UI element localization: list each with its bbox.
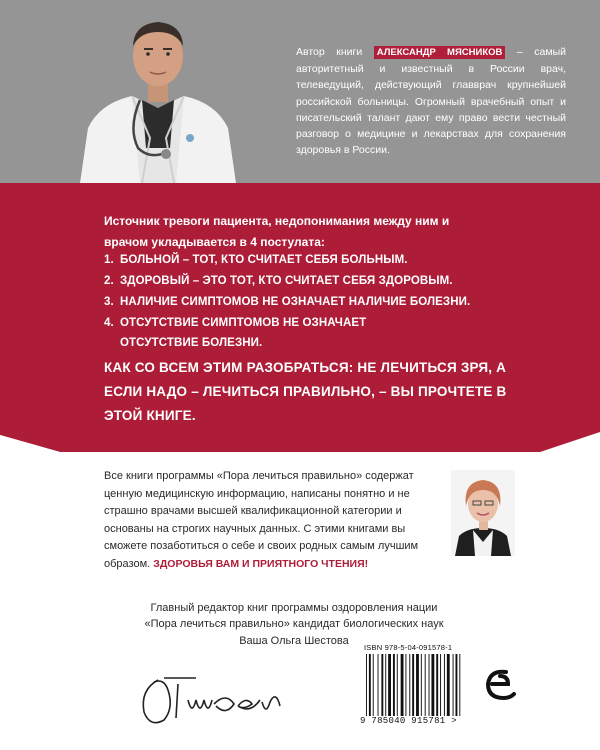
barcode-bar — [456, 654, 458, 716]
barcode-bar — [388, 654, 391, 716]
isbn-label: ISBN 978-5-04-091578-1 — [364, 643, 453, 652]
barcode-bar — [453, 654, 454, 716]
postulate-number: 3. — [104, 296, 114, 308]
author-name: АЛЕКСАНДР МЯСНИКОВ — [374, 46, 506, 59]
barcode-bar — [421, 654, 422, 716]
postulate-text: НАЛИЧИЕ СИМПТОМОВ НЕ ОЗНАЧАЕТ НАЛИЧИЕ БОЛЕЗНИ. — [120, 296, 471, 308]
barcode-bar — [431, 654, 434, 716]
barcode-bar — [405, 654, 406, 716]
editor-signature — [130, 660, 290, 740]
editor-line-3: Ваша Ольга Шестова — [239, 634, 349, 647]
postulate-text: ОТСУТСТВИЕ СИМПТОМОВ НЕ ОЗНАЧАЕТ — [120, 317, 367, 329]
barcode-bar — [412, 654, 414, 716]
barcode-bar — [440, 654, 441, 716]
barcode-digits: 9 785040 915781 > — [360, 716, 457, 726]
barcode-bar — [409, 654, 410, 716]
books-description: Все книги программы «Пора лечиться правильно» содержат ценную медицинскую информацию, написаны понятно и не страшно врачами высшей квалификационной категории и основаны на строгих научных данных. С этими книгами вы сможете позаботиться о себе и своих родных самым лучшим образом. — [104, 470, 419, 570]
barcode-bar — [381, 654, 383, 716]
books-program-text — [104, 468, 448, 574]
barcode-bar — [373, 654, 374, 716]
barcode-bar — [369, 654, 371, 716]
barcode-bar — [429, 654, 430, 716]
publisher-logo-icon — [480, 664, 520, 704]
intro-text: Источник тревоги пациента, недопонимания между ним и врачом укладывается в 4 постулата: — [104, 214, 450, 249]
author-prefix: Автор книги — [296, 46, 363, 58]
barcode-bar — [397, 654, 398, 716]
barcode-bar — [393, 654, 395, 716]
postulate-text: БОЛЬНОЙ – ТОТ, КТО СЧИТАЕТ СЕБЯ БОЛЬНЫМ. — [120, 254, 408, 266]
postulate-number: 2. — [104, 275, 114, 287]
books-wish: ЗДОРОВЬЯ ВАМ И ПРИЯТНОГО ЧТЕНИЯ! — [153, 557, 369, 570]
editor-photo — [451, 470, 515, 556]
barcode-bar — [444, 654, 445, 716]
author-description: – самый авторитетный и известный в России врач, телеведущий, действующий главврач крупнейшей российской больницы. Огромный врачебный опыт и писательский талант дают ему право вести честный разговор о медицине и лекарствах для сохранения здоровья в России. — [296, 46, 566, 157]
editor-line-1: Главный редактор книг программы оздоровления нации — [150, 602, 438, 614]
barcode-bar — [378, 654, 379, 716]
barcode-bar — [425, 654, 426, 716]
barcode-bar — [436, 654, 438, 716]
barcode — [364, 654, 468, 716]
postulate-continuation: ОТСУТСТВИЕ БОЛЕЗНИ. — [120, 337, 263, 349]
barcode-bar — [401, 654, 404, 716]
postulate-number: 4. — [104, 317, 114, 329]
barcode-bar — [416, 654, 419, 716]
barcode-bar — [366, 654, 367, 716]
headline: КАК СО ВСЕМ ЭТИМ РАЗОБРАТЬСЯ: НЕ ЛЕЧИТЬСЯ ЗРЯ, А ЕСЛИ НАДО – ЛЕЧИТЬСЯ ПРАВИЛЬНО, – ВЫ ПРОЧТЕТЕ В ЭТОЙ КНИГЕ. — [104, 360, 507, 423]
editor-line-2: «Пора лечиться правильно» кандидат биологических наук — [144, 618, 444, 631]
barcode-bar — [459, 654, 460, 716]
postulate-number: 1. — [104, 254, 114, 266]
postulate-text: ЗДОРОВЫЙ – ЭТО ТОТ, КТО СЧИТАЕТ СЕБЯ ЗДОРОВЫМ. — [120, 275, 453, 287]
barcode-bar — [385, 654, 386, 716]
barcode-bar — [447, 654, 450, 716]
